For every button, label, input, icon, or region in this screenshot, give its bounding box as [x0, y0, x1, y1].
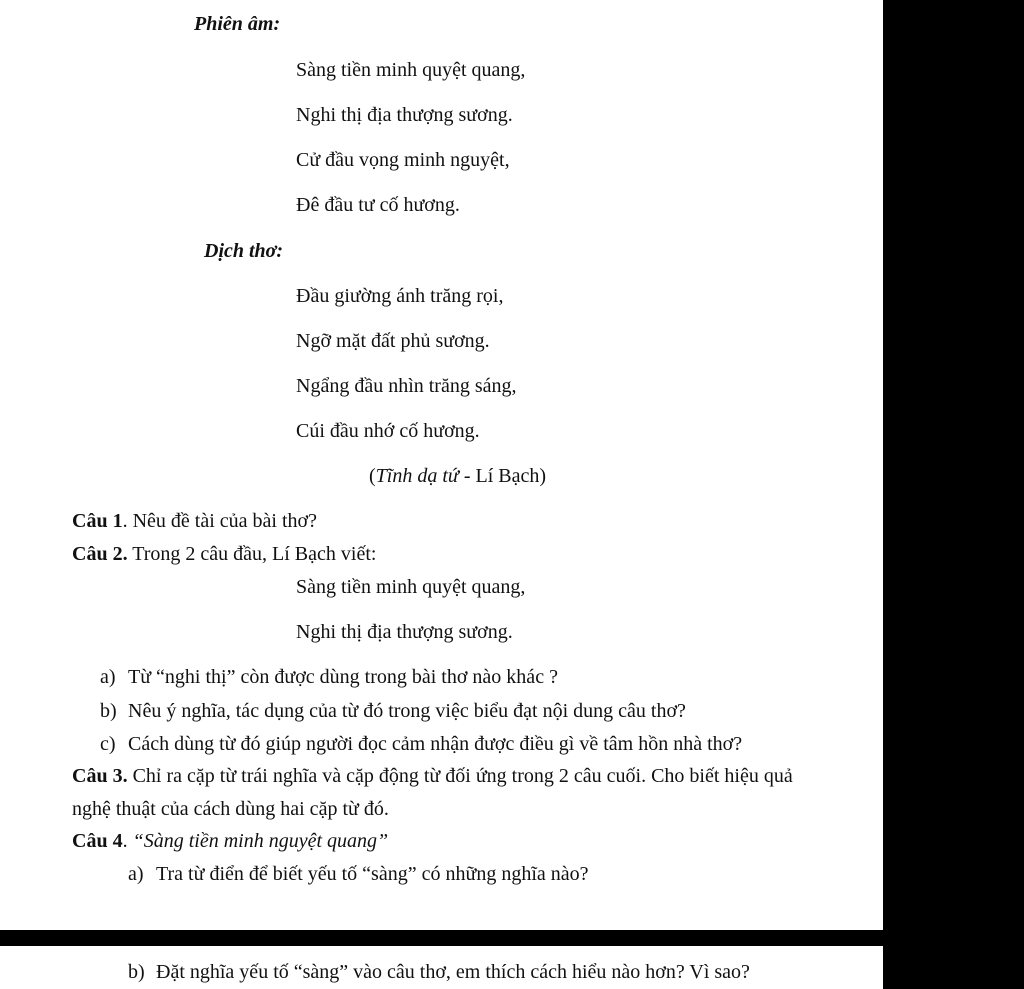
source-title: Tĩnh dạ tứ — [375, 465, 459, 487]
question-3-text: Chỉ ra cặp từ trái nghĩa và cặp động từ đối ứng trong 2 câu cuối. Cho biết hiệu quả — [127, 765, 793, 787]
question-2-label: Câu 2. — [72, 543, 128, 565]
question-2-quote-line-1: Sàng tiền minh quyệt quang, — [296, 576, 526, 598]
dich-tho-line-1: Đầu giường ánh trăng rọi, — [296, 285, 504, 307]
question-2-quote-line-2: Nghi thị địa thượng sương. — [296, 621, 513, 643]
question-2 — [72, 542, 376, 566]
question-3-label: Câu 3. — [72, 765, 128, 787]
question-3 — [72, 764, 793, 788]
item-marker: b) — [100, 700, 117, 722]
item-marker: c) — [100, 733, 116, 755]
question-3-continued: nghệ thuật của cách dùng hai cặp từ đó. — [72, 798, 389, 820]
dich-tho-line-2: Ngỡ mặt đất phủ sương. — [296, 330, 490, 352]
question-1 — [72, 509, 317, 533]
item-text: Từ “nghi thị” còn được dùng trong bài thơ nào khác ? — [128, 666, 558, 688]
question-2-item-c — [100, 732, 742, 756]
item-text: Cách dùng từ đó giúp người đọc cảm nhận được điều gì về tâm hồn nhà thơ? — [128, 733, 743, 755]
item-marker: a) — [128, 863, 144, 885]
question-1-text: . Nêu đề tài của bài thơ? — [122, 510, 317, 532]
phien-am-line-2: Nghi thị địa thượng sương. — [296, 104, 513, 126]
item-marker: b) — [128, 961, 145, 983]
question-2-item-a — [100, 665, 558, 689]
question-2-item-b — [100, 699, 686, 723]
question-4-sep: . — [122, 830, 133, 852]
question-4 — [72, 829, 388, 853]
source-author: - Lí Bạch) — [458, 465, 547, 487]
question-1-label: Câu 1 — [72, 510, 123, 532]
phien-am-heading: Phiên âm: — [194, 13, 281, 35]
question-4-item-a — [128, 862, 589, 886]
question-4-item-b — [128, 960, 750, 984]
question-4-quote: “Sàng tiền minh nguyệt quang” — [132, 830, 389, 852]
dich-tho-line-3: Ngẩng đầu nhìn trăng sáng, — [296, 375, 517, 397]
item-text: Đặt nghĩa yếu tố “sàng” vào câu thơ, em thích cách hiểu nào hơn? Vì sao? — [156, 961, 750, 983]
dich-tho-line-4: Cúi đầu nhớ cố hương. — [296, 420, 480, 442]
source-open-paren: ( — [369, 465, 376, 487]
question-4-label: Câu 4 — [72, 830, 123, 852]
phien-am-line-1: Sàng tiền minh quyệt quang, — [296, 59, 526, 81]
dich-tho-heading: Dịch thơ: — [204, 240, 284, 262]
document-page-continued — [0, 946, 883, 989]
poem-source — [369, 464, 546, 488]
phien-am-line-4: Đê đầu tư cố hương. — [296, 194, 460, 216]
phien-am-line-3: Cử đầu vọng minh nguyệt, — [296, 149, 510, 171]
item-marker: a) — [100, 666, 116, 688]
item-text: Nêu ý nghĩa, tác dụng của từ đó trong việc biểu đạt nội dung câu thơ? — [128, 700, 686, 722]
question-2-text: Trong 2 câu đầu, Lí Bạch viết: — [127, 543, 377, 565]
item-text: Tra từ điển để biết yếu tố “sàng” có những nghĩa nào? — [156, 863, 589, 885]
